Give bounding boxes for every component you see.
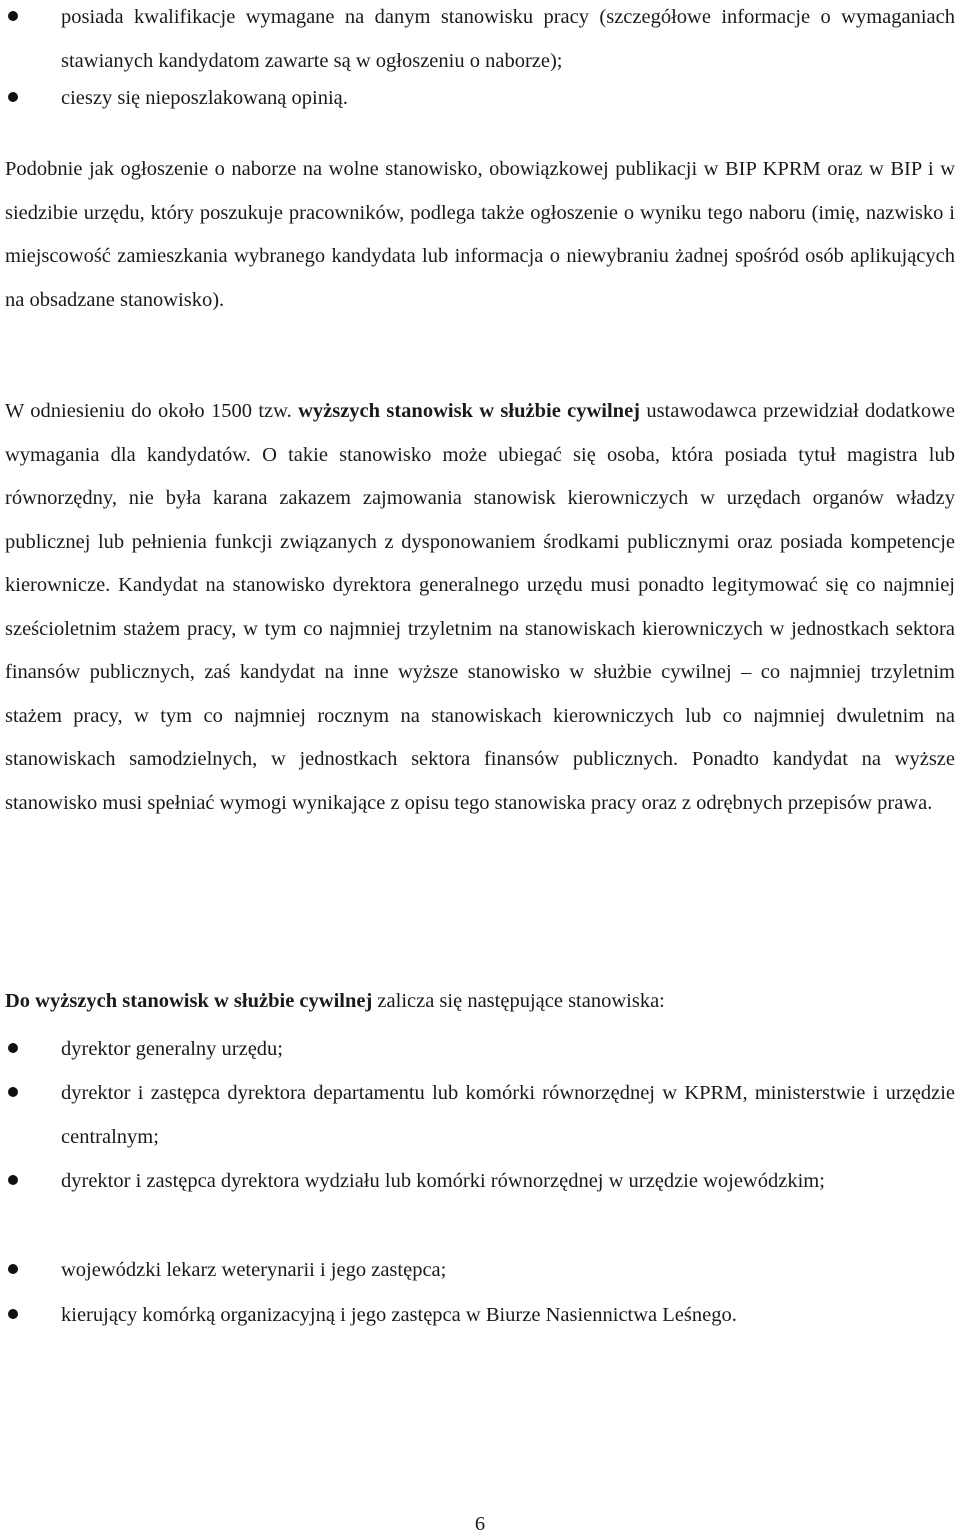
bullet-icon (8, 1087, 18, 1097)
list-item-text: dyrektor i zastępca dyrektora wydziału lub komórki równorzędnej w urzędzie wojewódzkim; (61, 1170, 825, 1192)
list-item (5, 1160, 955, 1204)
page-number: 6 (474, 1513, 486, 1535)
list-item-text: dyrektor i zastępca dyrektora departamentu lub komórki równorzędnej w KPRM, ministerstwie i urzędzie centralnym; (61, 1082, 955, 1148)
list-item (5, 1028, 955, 1072)
bullet-icon (8, 11, 18, 21)
bullet-icon (8, 1175, 18, 1185)
bold-term: wyższych stanowisk w służbie cywilnej (298, 400, 640, 422)
bullet-icon (8, 1309, 18, 1319)
paragraph-list-intro (5, 980, 955, 1024)
list-item (5, 1294, 955, 1338)
bold-term: Do wyższych stanowisk w służbie cywilnej (5, 990, 373, 1012)
list-item-text: dyrektor generalny urzędu; (61, 1038, 283, 1060)
bullet-icon (8, 92, 18, 102)
list-item (5, 77, 955, 121)
paragraph-text: zalicza się następujące stanowiska: (372, 990, 665, 1012)
paragraph-text: ustawodawca przewidział dodatkowe wymagania dla kandydatów. O takie stanowisko może ubiegać się osoba, która posiada tytuł magistra lub równorzędny, nie była karana zakazem zajmowania stanowisk kierowniczych w urzędach organów władzy publicznej lub pełnienia funkcji związanych z dysponowaniem środkami publicznymi oraz posiada kompetencje kierownicze. Kandydat na stanowisko dyrektora generalnego urzędu musi ponadto legitymować się co najmniej sześcioletnim stażem pracy, w tym co najmniej trzyletnim na stanowiskach kierowniczych w jednostkach sektora finansów publicznych, zaś kandydat na inne wyższe stanowisko w służbie cywilnej – co najmniej trzyletnim stażem pracy, w tym co najmniej rocznym na stanowiskach kierowniczych lub co najmniej dwuletnim na stanowiskach samodzielnych, w jednostkach sektora finansów publicznych. Ponadto kandydat na wyższe stanowisko musi spełniać wymogi wynikające z opisu tego stanowiska pracy oraz z odrębnych przepisów prawa. (5, 400, 955, 814)
list-item (5, 0, 955, 83)
list-item (5, 1249, 955, 1293)
paragraph-senior-positions (5, 390, 955, 825)
list-item (5, 1072, 955, 1159)
bullet-icon (8, 1264, 18, 1274)
list-item-text: cieszy się nieposzlakowaną opinią. (61, 87, 348, 109)
list-item-text: kierujący komórką organizacyjną i jego zastępca w Biurze Nasiennictwa Leśnego. (61, 1304, 737, 1326)
paragraph-text: W odniesieniu do około 1500 tzw. (5, 400, 299, 422)
paragraph-announcement: Podobnie jak ogłoszenie o naborze na wolne stanowisko, obowiązkowej publikacji w BIP KPRM oraz w BIP i w siedzibie urzędu, który poszukuje pracowników, podlega także ogłoszenie o wyniku tego naboru (imię, nazwisko i miejscowość zamieszkania wybranego kandydata lub informacja o niewybraniu żadnej spośród osób aplikujących na obsadzane stanowisko). (5, 158, 955, 311)
list-item-text: wojewódzki lekarz weterynarii i jego zastępca; (61, 1259, 447, 1281)
list-item-text: posiada kwalifikacje wymagane na danym stanowisku pracy (szczegółowe informacje o wymaganiach stawianych kandydatom zawarte są w ogłoszeniu o naborze); (61, 6, 955, 72)
bullet-icon (8, 1043, 18, 1053)
